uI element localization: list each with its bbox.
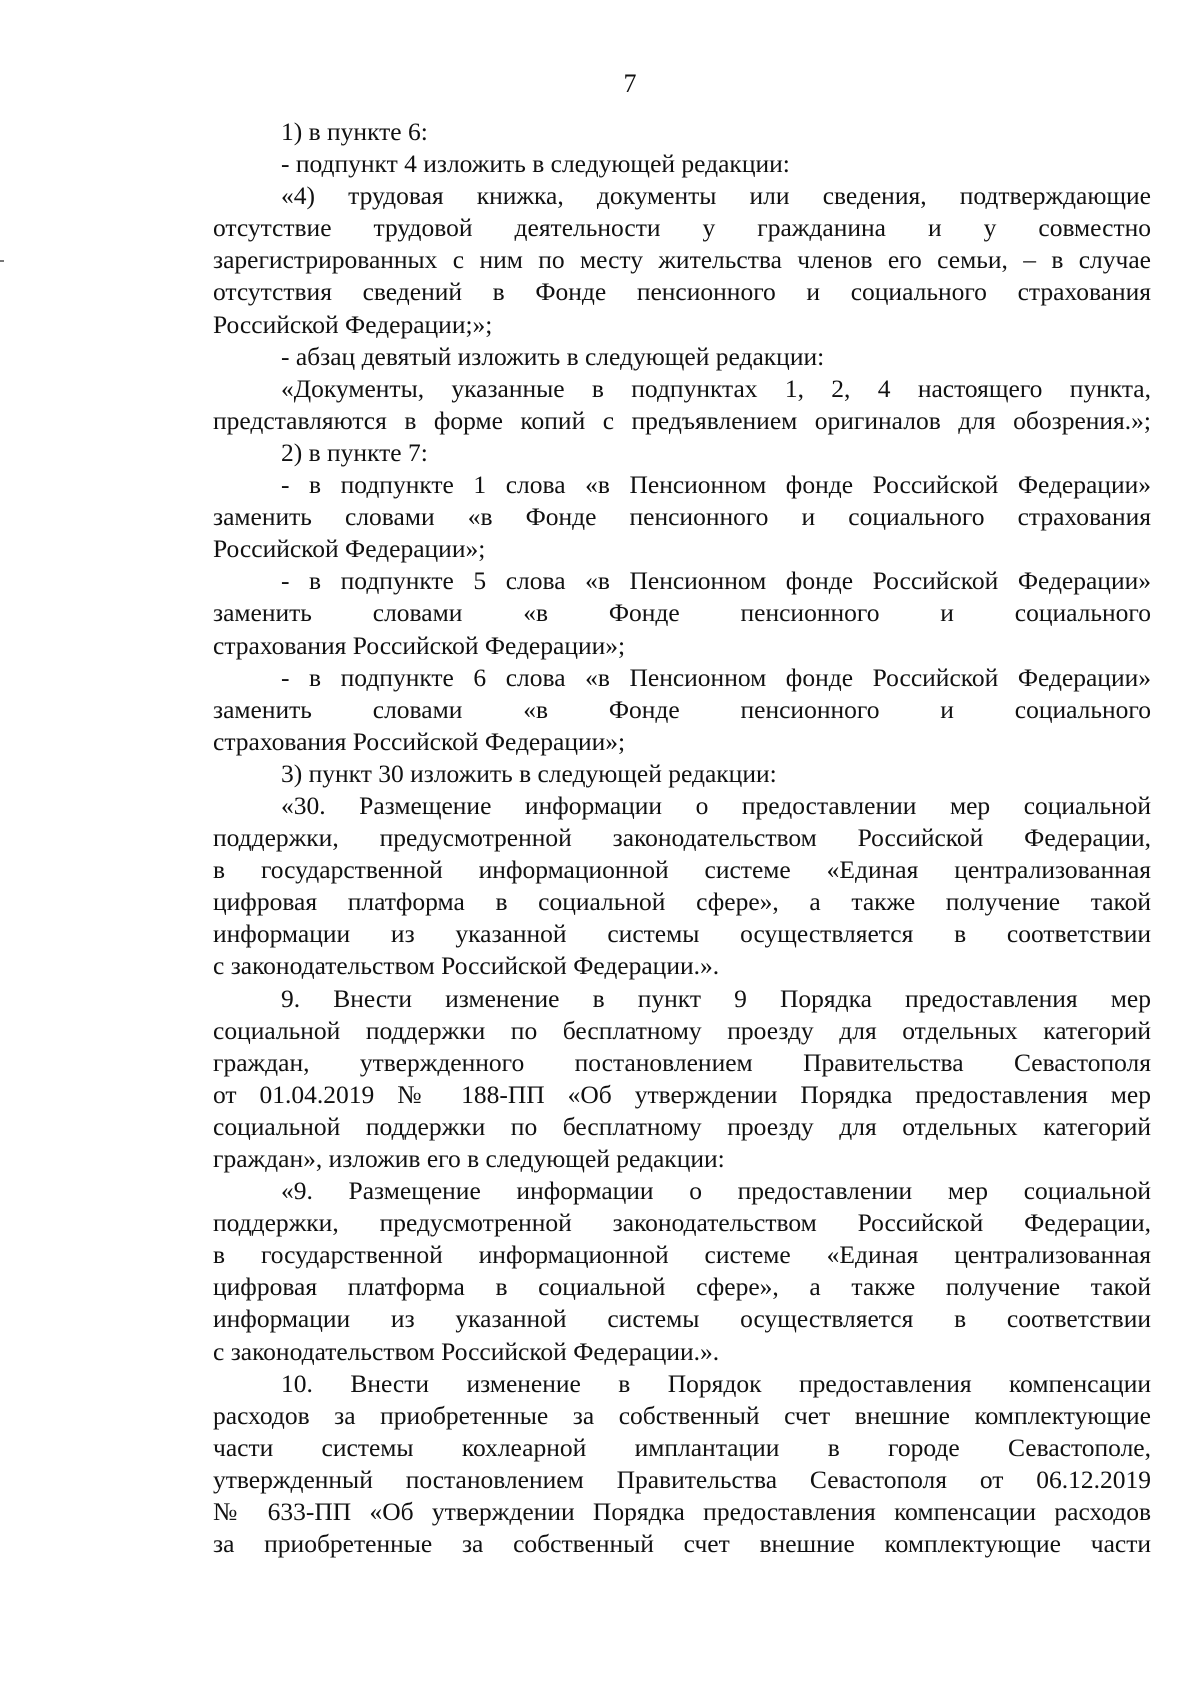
text-line: 9. Внести изменение в пункт 9 Порядка предоставления мер (281, 983, 1151, 1013)
text-line: в государственной информационной системе «Единая централизованная (213, 1240, 1151, 1270)
text-line: Российской Федерации»; (213, 534, 486, 564)
text-line: «4) трудовая книжка, документы или сведения, подтверждающие (281, 181, 1151, 211)
document-body (213, 116, 1151, 1560)
text-line: страхования Российской Федерации»; (213, 726, 626, 756)
text-line: № 633-ПП «Об утверждении Порядка предоставления компенсации расходов (213, 1497, 1151, 1527)
text-line: в государственной информационной системе «Единая централизованная (213, 855, 1151, 885)
text-line: с законодательством Российской Федерации.». (213, 1336, 720, 1366)
text-line: 2) в пункте 7: (281, 437, 428, 467)
text-line: зарегистрированных с ним по месту жительства членов его семьи, – в случае (213, 245, 1151, 275)
text-line: социальной поддержки по бесплатному проезду для отдельных категорий (213, 1015, 1151, 1045)
text-line: информации из указанной системы осуществляется в соответствии (213, 919, 1151, 949)
text-line: - в подпункте 6 слова «в Пенсионном фонде Российской Федерации» (281, 662, 1151, 692)
text-line: Российской Федерации;»; (213, 309, 493, 339)
text-line: отсутствие трудовой деятельности у гражданина и у совместно (213, 213, 1151, 243)
text-line: - подпункт 4 изложить в следующей редакции: (281, 149, 790, 179)
text-line: страхования Российской Федерации»; (213, 630, 626, 660)
text-line: с законодательством Российской Федерации.». (213, 951, 720, 981)
text-line: поддержки, предусмотренной законодательством Российской Федерации, (213, 1208, 1151, 1238)
text-line: цифровая платформа в социальной сфере», а также получение такой (213, 1272, 1151, 1302)
text-line: представляются в форме копий с предъявлением оригиналов для обозрения.»; (213, 405, 1151, 435)
text-line: «30. Размещение информации о предоставлении мер социальной (281, 790, 1151, 820)
text-line: отсутствия сведений в Фонде пенсионного и социального страхования (213, 277, 1151, 307)
text-line: от 01.04.2019 № 188-ПП «Об утверждении Порядка предоставления мер (213, 1079, 1151, 1109)
text-line: граждан, утвержденного постановлением Правительства Севастополя (213, 1047, 1151, 1077)
page-number: 7 (623, 69, 637, 98)
text-line: заменить словами «в Фонде пенсионного и социального (213, 694, 1151, 724)
text-line: 10. Внести изменение в Порядок предоставления компенсации (281, 1368, 1151, 1398)
text-line: поддержки, предусмотренной законодательством Российской Федерации, (213, 823, 1151, 853)
text-line: - абзац девятый изложить в следующей редакции: (281, 341, 825, 371)
text-line: «Документы, указанные в подпунктах 1, 2, 4 настоящего пункта, (281, 373, 1151, 403)
text-line: - в подпункте 5 слова «в Пенсионном фонде Российской Федерации» (281, 566, 1151, 596)
text-line: - в подпункте 1 слова «в Пенсионном фонде Российской Федерации» (281, 470, 1151, 500)
text-line: «9. Размещение информации о предоставлении мер социальной (281, 1176, 1151, 1206)
text-line: заменить словами «в Фонде пенсионного и социального (213, 598, 1151, 628)
text-line: заменить словами «в Фонде пенсионного и социального страхования (213, 502, 1151, 532)
text-line: 1) в пункте 6: (281, 117, 428, 146)
text-line: граждан», изложив его в следующей редакции: (213, 1144, 725, 1173)
scan-edge-mark (0, 260, 4, 262)
text-line: 3) пункт 30 изложить в следующей редакции: (281, 758, 777, 788)
text-line: утвержденный постановлением Правительства Севастополя от 06.12.2019 (213, 1464, 1151, 1494)
text-line: части системы кохлеарной имплантации в городе Севастополе, (213, 1432, 1151, 1462)
text-line: информации из указанной системы осуществляется в соответствии (213, 1304, 1151, 1334)
text-line: расходов за приобретенные за собственный счет внешние комплектующие (213, 1400, 1151, 1430)
text-line: цифровая платформа в социальной сфере», а также получение такой (213, 887, 1151, 917)
text-line: за приобретенные за собственный счет внешние комплектующие части (213, 1529, 1151, 1559)
text-line: социальной поддержки по бесплатному проезду для отдельных категорий (213, 1111, 1151, 1141)
